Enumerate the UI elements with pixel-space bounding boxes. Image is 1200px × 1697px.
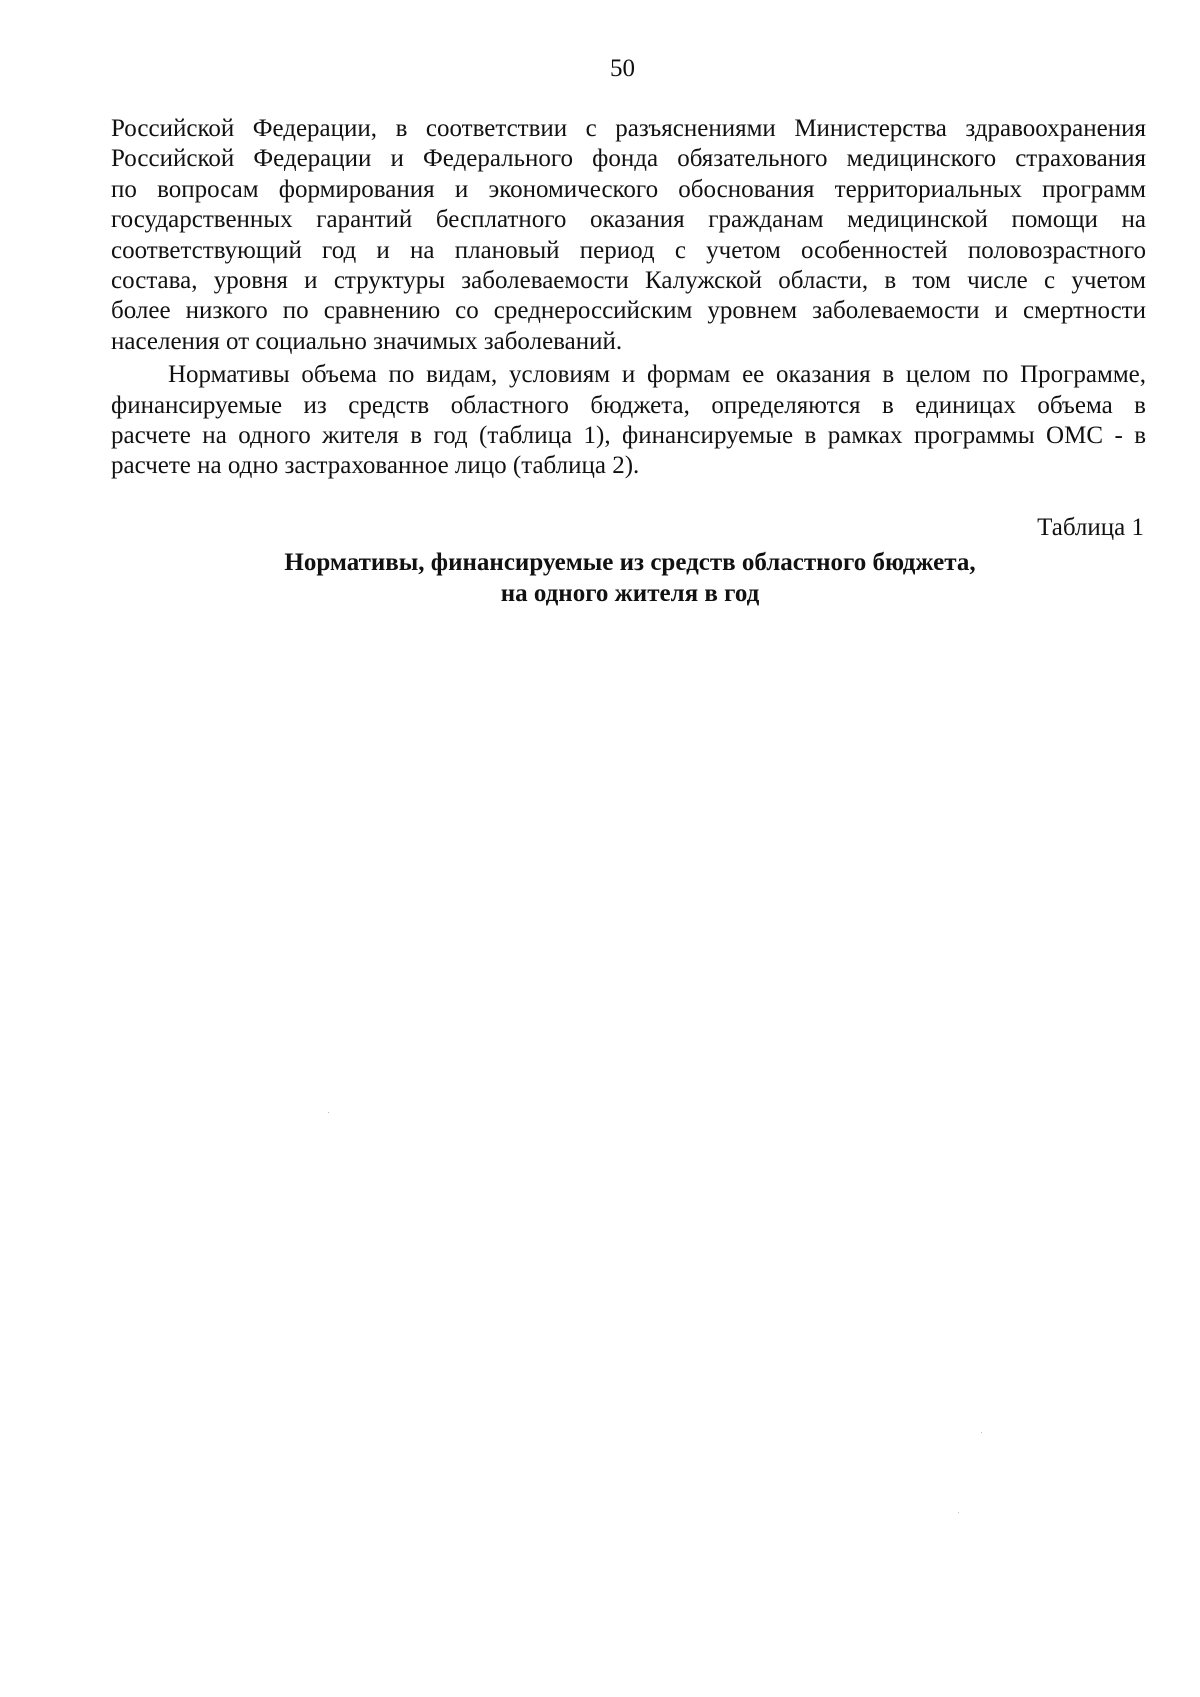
scan-speck [328, 1112, 329, 1113]
paragraph-2-line: Нормативы объема по видам, условиям и формам ее оказания в целом по Программе, [168, 361, 1146, 389]
page-number: 50 [610, 55, 635, 82]
scan-speck [958, 1512, 959, 1513]
paragraph-1-line: Российской Федерации, в соответствии с разъяснениями Министерства здравоохранения [111, 115, 1146, 142]
paragraph-2-line: расчете на одного жителя в год (таблица 1), финансируемые в рамках программы ОМС - в [111, 422, 1146, 450]
paragraph-1-line: Российской Федерации и Федерального фонда обязательного медицинского страхования [111, 145, 1146, 173]
paragraph-2-line: финансируемые из средств областного бюджета, определяются в единицах объема в [111, 391, 1146, 419]
table-title-line-1: Нормативы, финансируемые из средств областного бюджета, [284, 549, 976, 576]
paragraph-1-line: состава, уровня и структуры заболеваемости Калужской области, в том числе с учетом [111, 267, 1146, 295]
paragraph-1-line: соответствующий год и на плановый период с учетом особенностей половозрастного [111, 236, 1146, 264]
table-title-line-2: на одного жителя в год [500, 580, 760, 607]
paragraph-1-line: населения от социально значимых заболеваний. [111, 327, 623, 355]
scan-speck [981, 1432, 982, 1433]
paragraph-2 [111, 360, 1146, 482]
paragraph-1 [111, 114, 1146, 357]
table-title [190, 547, 1070, 609]
table-label: Таблица 1 [1037, 514, 1144, 541]
paragraph-1-line: по вопросам формирования и экономического обоснования территориальных программ [111, 175, 1146, 203]
paragraph-1-line: более низкого по сравнению со среднероссийским уровнем заболеваемости и смертности [111, 297, 1146, 325]
paragraph-1-line: государственных гарантий бесплатного оказания гражданам медицинской помощи на [111, 206, 1146, 234]
paragraph-2-line: расчете на одно застрахованное лицо (таблица 2). [111, 452, 640, 480]
body-text [111, 114, 1146, 482]
